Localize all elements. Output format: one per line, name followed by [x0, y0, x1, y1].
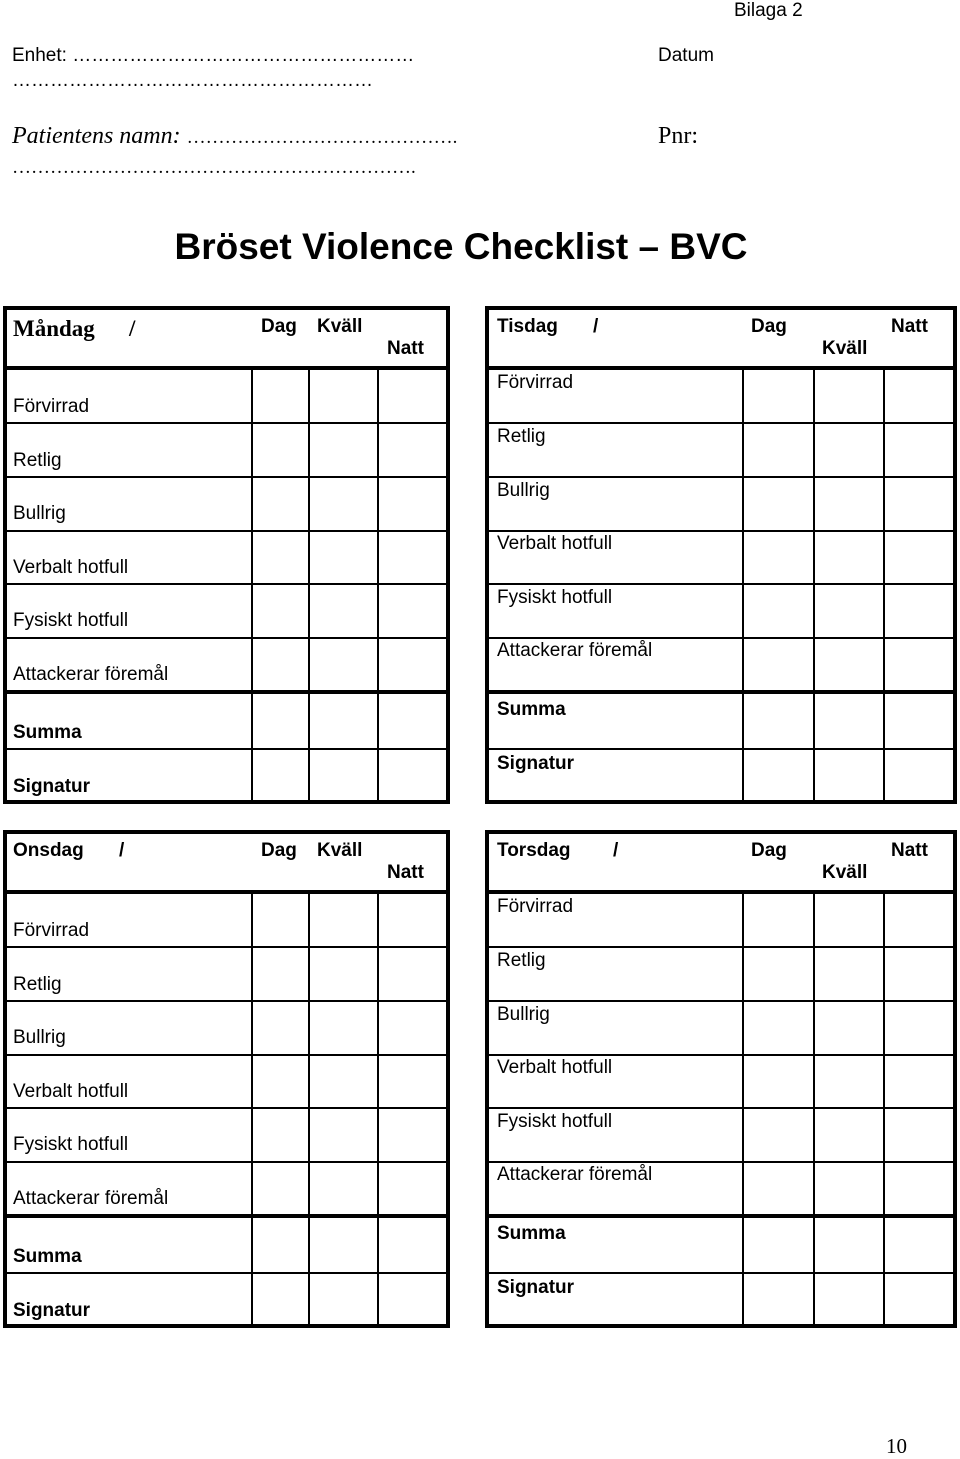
day-label: Tisdag — [497, 316, 558, 337]
item-retlig: Retlig — [13, 450, 62, 471]
item-bullrig: Bullrig — [497, 1004, 550, 1025]
item-attackerar-foremal: Attackerar föremål — [13, 1188, 169, 1209]
col-divider — [251, 894, 253, 1324]
row-divider — [7, 637, 446, 639]
patient-name-label: Patientens namn: — [12, 123, 181, 149]
unit-dots-line2: ………………………………………………… — [12, 70, 373, 91]
signatur-label: Signatur — [497, 753, 575, 774]
item-bullrig: Bullrig — [13, 503, 66, 524]
col-header-dag: Dag — [751, 840, 787, 861]
row-divider — [7, 1107, 446, 1109]
signatur-label: Signatur — [13, 1300, 91, 1321]
page-title: Bröset Violence Checklist – BVC — [174, 226, 748, 267]
item-verbalt-hotfull: Verbalt hotfull — [497, 533, 613, 554]
col-header-natt: Natt — [891, 840, 928, 861]
row-divider — [7, 748, 446, 750]
col-divider — [251, 370, 253, 800]
unit-field — [12, 45, 414, 67]
item-forvirrad: Förvirrad — [13, 920, 90, 941]
col-header-kvall: Kväll — [317, 840, 363, 861]
item-retlig: Retlig — [497, 950, 546, 971]
checklist-tuesday — [485, 306, 957, 804]
date-label: Datum — [658, 45, 714, 66]
item-fysiskt-hotfull: Fysiskt hotfull — [497, 1111, 613, 1132]
patient-name-field — [12, 123, 457, 150]
day-slash: / — [119, 840, 125, 861]
row-divider — [7, 1272, 446, 1274]
col-header-kvall: Kväll — [822, 338, 868, 359]
col-header-kvall: Kväll — [317, 316, 363, 337]
item-fysiskt-hotfull: Fysiskt hotfull — [13, 610, 129, 631]
row-divider — [7, 1161, 446, 1163]
col-header-natt: Natt — [387, 862, 424, 883]
checklist-wednesday — [3, 830, 450, 1328]
item-verbalt-hotfull: Verbalt hotfull — [497, 1057, 613, 1078]
col-divider — [742, 894, 744, 1324]
row-divider — [7, 476, 446, 478]
row-divider — [7, 1000, 446, 1002]
item-retlig: Retlig — [13, 974, 62, 995]
patient-name-dots: ……………………………………. — [186, 127, 458, 148]
col-divider — [813, 370, 815, 800]
item-retlig: Retlig — [497, 426, 546, 447]
item-bullrig: Bullrig — [13, 1027, 66, 1048]
item-forvirrad: Förvirrad — [497, 372, 574, 393]
item-attackerar-foremal: Attackerar föremål — [13, 664, 169, 685]
col-header-kvall: Kväll — [822, 862, 868, 883]
row-divider — [7, 530, 446, 532]
summa-divider — [7, 1214, 446, 1218]
unit-dots: ……………………………………………… — [72, 45, 415, 66]
col-divider — [883, 894, 885, 1324]
col-divider — [377, 370, 379, 800]
item-forvirrad: Förvirrad — [497, 896, 574, 917]
unit-label: Enhet: — [12, 45, 67, 66]
summa-label: Summa — [13, 1246, 82, 1267]
day-slash: / — [593, 316, 599, 337]
col-header-natt: Natt — [387, 338, 424, 359]
item-forvirrad: Förvirrad — [13, 396, 90, 417]
item-bullrig: Bullrig — [497, 480, 550, 501]
signatur-label: Signatur — [13, 776, 91, 797]
col-divider — [883, 370, 885, 800]
patient-name-dots-line2: ………………………………………………………. — [12, 157, 416, 178]
checklist-monday — [3, 306, 450, 804]
summa-label: Summa — [497, 699, 566, 720]
item-attackerar-foremal: Attackerar föremål — [497, 1164, 653, 1185]
row-divider — [7, 1054, 446, 1056]
item-fysiskt-hotfull: Fysiskt hotfull — [497, 587, 613, 608]
col-divider — [377, 894, 379, 1324]
day-label: Onsdag — [13, 840, 84, 861]
item-attackerar-foremal: Attackerar föremål — [497, 640, 653, 661]
day-slash: / — [613, 840, 619, 861]
row-divider — [7, 422, 446, 424]
attachment-label: Bilaga 2 — [734, 0, 803, 21]
col-divider — [308, 370, 310, 800]
col-header-natt: Natt — [891, 316, 928, 337]
col-divider — [308, 894, 310, 1324]
row-divider — [7, 946, 446, 948]
day-slash: / — [129, 316, 136, 341]
item-verbalt-hotfull: Verbalt hotfull — [13, 557, 129, 578]
item-verbalt-hotfull: Verbalt hotfull — [13, 1081, 129, 1102]
header-divider — [7, 890, 446, 894]
summa-label: Summa — [497, 1223, 566, 1244]
col-divider — [813, 894, 815, 1324]
summa-divider — [7, 690, 446, 694]
day-label: Måndag — [13, 316, 95, 341]
col-header-dag: Dag — [261, 840, 297, 861]
col-divider — [742, 370, 744, 800]
summa-label: Summa — [13, 722, 82, 743]
checklist-thursday — [485, 830, 957, 1328]
header-divider — [7, 366, 446, 370]
row-divider — [7, 583, 446, 585]
page-number: 10 — [886, 1434, 907, 1458]
signatur-label: Signatur — [497, 1277, 575, 1298]
col-header-dag: Dag — [751, 316, 787, 337]
col-header-dag: Dag — [261, 316, 297, 337]
personal-number-label: Pnr: — [658, 123, 699, 149]
item-fysiskt-hotfull: Fysiskt hotfull — [13, 1134, 129, 1155]
day-label: Torsdag — [497, 840, 571, 861]
